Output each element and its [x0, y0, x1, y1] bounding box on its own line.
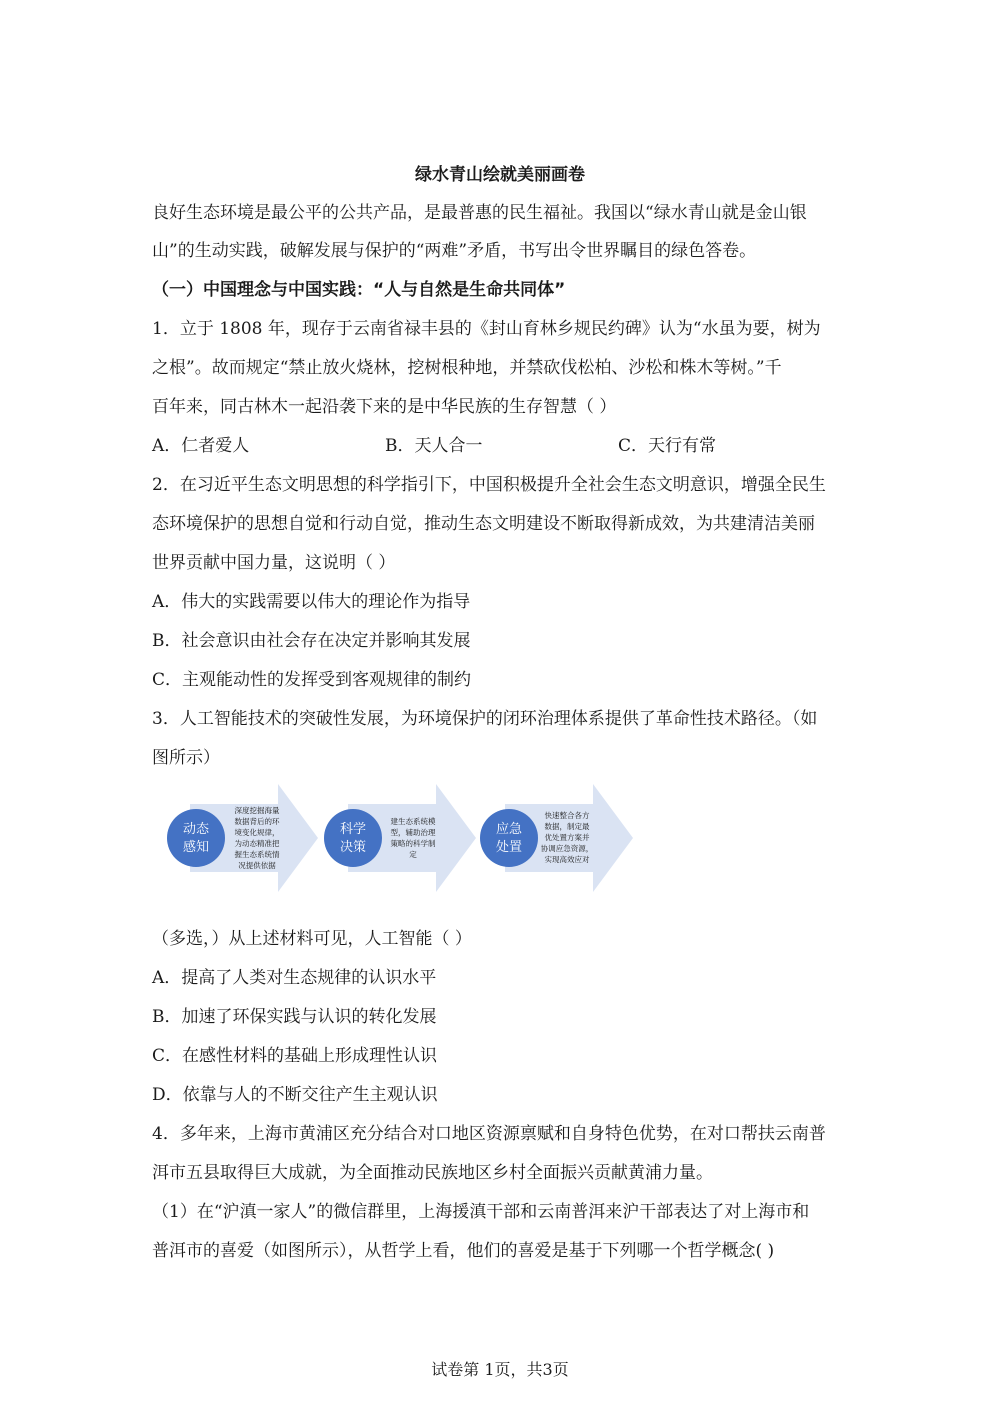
- question-4-line-1: 4．多年来，上海市黄浦区充分结合对口地区资源禀赋和自身特色优势，在对口帮扶云南普: [152, 1124, 826, 1144]
- page-title: 绿水青山绘就美丽画卷: [415, 165, 585, 185]
- question-3-stem: （多选，）从上述材料可见，人工智能（ ）: [152, 929, 472, 949]
- circle-label-line: 感知: [182, 840, 210, 855]
- question-3-option-c: C．在感性材料的基础上形成理性认识: [152, 1046, 438, 1066]
- step-desc-line: 优处置方案并: [544, 833, 590, 842]
- question-2-line-2: 态环境保护的思想自觉和行动自觉，推动生态文明建设不断取得新成效，为共建清洁美丽: [152, 514, 815, 534]
- step-desc-line: 况提供依据: [238, 861, 276, 870]
- question-1-option-a: A．仁者爱人: [152, 436, 250, 456]
- question-1-option-c: C．天行有常: [618, 436, 717, 456]
- step-desc-line: 实现高效应对: [544, 855, 590, 864]
- question-4-line-2: 洱市五县取得巨大成就，为全面推动民族地区乡村全面振兴贡献黄浦力量。: [152, 1163, 713, 1183]
- step-desc-line: 数据，制定最: [544, 822, 590, 831]
- step-desc-line: 协调应急资源，: [540, 844, 594, 853]
- circle-label-line: 应急: [495, 822, 523, 837]
- diagram-step-decision: [324, 784, 476, 892]
- step-circle: [480, 809, 538, 867]
- question-1-line-3: 百年来，同古林木一起沿袭下来的是中华民族的生存智慧（ ）: [152, 397, 617, 417]
- question-4-sub1-line-1: （1）在“沪滇一家人”的微信群里，上海援滇干部和云南普洱来沪干部表达了对上海市和: [152, 1202, 810, 1222]
- step-desc-line: 境变化规律，: [234, 828, 280, 837]
- question-2-line-1: 2．在习近平生态文明思想的科学指引下，中国积极提升全社会生态文明意识，增强全民生: [152, 475, 826, 495]
- question-4-sub1-line-2: 普洱市的喜爱（如图所示），从哲学上看，他们的喜爱是基于下列哪一个哲学概念( ): [152, 1241, 775, 1261]
- step-desc-line: 定: [409, 850, 417, 859]
- question-1-option-b: B．天人合一: [385, 436, 483, 456]
- page-footer: 试卷第 1页，共3页: [431, 1360, 569, 1379]
- circle-label-line: 动态: [182, 822, 210, 837]
- step-desc-line: 数据背后的环: [234, 817, 280, 826]
- step-desc-line: 握生态系统情: [234, 850, 280, 859]
- question-1-line-1: 1．立于 1808 年，现存于云南省禄丰县的《封山育林乡规民约碑》认为“水虽为要，树为: [152, 319, 821, 339]
- step-desc-line: 为动态精准把: [234, 839, 280, 848]
- question-3-option-d: D．依靠与人的不断交往产生主观认识: [152, 1085, 438, 1105]
- question-3-line-2: 图所示）: [152, 748, 220, 768]
- question-3-line-1: 3．人工智能技术的突破性发展，为环境保护的闭环治理体系提供了革命性技术路径。（如: [152, 709, 818, 729]
- step-desc-line: 策略的科学制: [390, 839, 436, 848]
- step-desc-line: 快速整合各方: [544, 811, 590, 820]
- step-desc-line: 深度挖掘海量: [234, 806, 280, 815]
- intro-line-1: 良好生态环境是最公平的公共产品，是最普惠的民生福祉。我国以“绿水青山就是金山银: [152, 203, 807, 223]
- step-desc-line: 型，辅助治理: [390, 828, 436, 837]
- diagram-step-response: [480, 784, 633, 892]
- question-2-line-3: 世界贡献中国力量，这说明（ ）: [152, 553, 396, 573]
- intro-line-2: 山”的生动实践，破解发展与保护的“两难”矛盾，书写出令世界瞩目的绿色答卷。: [152, 241, 757, 261]
- question-2-option-a: A．伟大的实践需要以伟大的理论作为指导: [152, 592, 471, 612]
- step-circle: [324, 809, 382, 867]
- question-2-option-c: C．主观能动性的发挥受到客观规律的制约: [152, 670, 472, 690]
- diagram-step-perception: [167, 784, 318, 892]
- step-circle: [167, 809, 225, 867]
- question-1-line-2: 之根”。故而规定“禁止放火烧林，挖树根种地，并禁砍伐松柏、沙松和株木等树。”千: [152, 358, 782, 378]
- circle-label-line: 决策: [339, 840, 367, 855]
- question-3-option-b: B．加速了环保实践与认识的转化发展: [152, 1007, 437, 1027]
- circle-label-line: 处置: [495, 840, 523, 855]
- question-2-option-b: B．社会意识由社会存在决定并影响其发展: [152, 631, 471, 651]
- ai-process-diagram: [160, 782, 640, 894]
- question-3-option-a: A．提高了人类对生态规律的认识水平: [152, 968, 437, 988]
- step-desc-line: 建生态系统模: [390, 817, 436, 826]
- circle-label-line: 科学: [339, 822, 367, 837]
- section-heading: （一）中国理念与中国实践：“人与自然是生命共同体”: [152, 280, 566, 300]
